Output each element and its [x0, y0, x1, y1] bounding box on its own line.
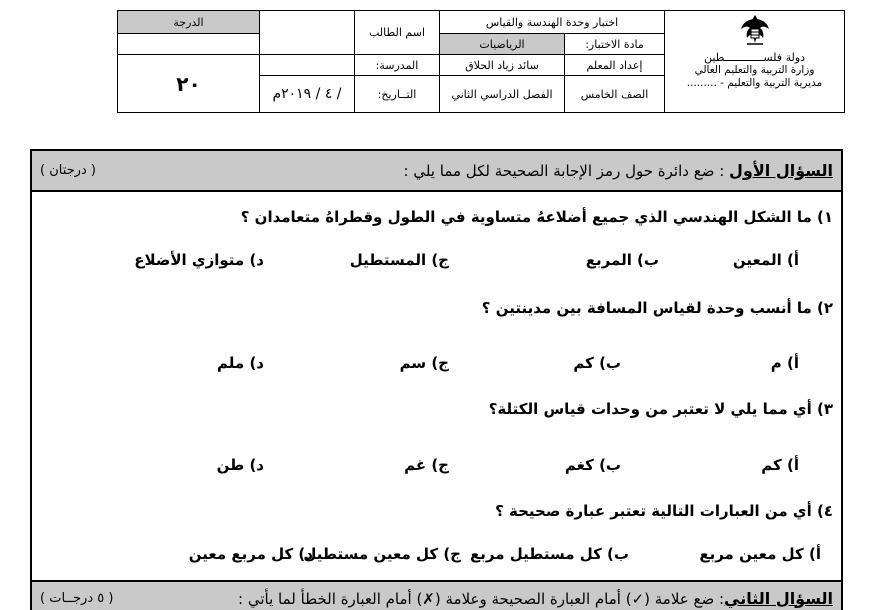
ministry-line: وزارة التربية والتعليم العالي [694, 64, 815, 76]
question-3-options [32, 456, 841, 480]
questions-frame [30, 149, 843, 610]
subject-value: الرياضيات [440, 34, 565, 55]
ministry-cell [665, 11, 845, 113]
date-value: / ٤ / ٢٠١٩م [260, 76, 355, 113]
q4-option-c[interactable]: ج) كل معين مستطيل [303, 545, 461, 563]
school-label: المدرسة: [355, 55, 440, 76]
section2-marks: ( ٥ درجــات ) [40, 590, 114, 606]
question-1: ١) ما الشكل الهندسي الذي جميع أضلاعهُ متساوية في الطول وقطراهُ متعامدان ؟ [240, 208, 833, 226]
prepared-label: إعداد المعلم [565, 55, 665, 76]
student-name-field[interactable] [260, 11, 355, 55]
section2-bar [32, 580, 841, 610]
grade-value: ٢٠ [118, 55, 260, 113]
grade-spacer [118, 34, 260, 55]
section1-instruction: : ضع دائرة حول رمز الإجابة الصحيحة لكل مما يلي : [403, 162, 730, 180]
q3-option-d[interactable]: د) طن [216, 456, 264, 474]
section2-instruction: : ضع علامة (✓) أمام العبارة الصحيحة وعلامة (✗) أمام العبارة الخطأ لما يأتي : [238, 589, 725, 608]
section2-title: السؤال الثاني [724, 588, 833, 608]
question-1-options [32, 251, 841, 275]
q2-option-d[interactable]: د) ملم [217, 354, 264, 372]
question-4-options [32, 545, 841, 569]
q2-option-c[interactable]: ج) سم [399, 354, 449, 372]
date-label: التــاريخ: [355, 76, 440, 113]
section1-marks: ( درجتان ) [40, 163, 96, 178]
q2-option-a[interactable]: أ) م [770, 354, 799, 372]
grade-label: الدرجة [118, 11, 260, 34]
section2-heading [238, 589, 833, 608]
q4-option-a[interactable]: أ) كل معين مربع [699, 545, 821, 563]
grade-level: الصف الخامس [565, 76, 665, 113]
section1-bar [32, 149, 841, 192]
q1-option-c[interactable]: ج) المستطيل [349, 251, 449, 269]
question-3: ٣) أي مما يلي لا تعتبر من وحدات قياس الكتلة؟ [488, 400, 833, 418]
semester: الفصل الدراسي الثاني [440, 76, 565, 113]
exam-title: اختبار وحدة الهندسة والقياس [440, 11, 665, 34]
state-line: دولة فلســــــــــــطين [703, 51, 806, 64]
directorate-line: مديرية التربية والتعليم - ......... [686, 77, 823, 89]
subject-label: مادة الاختبار: [565, 34, 665, 55]
q3-option-c[interactable]: ج) غم [404, 456, 449, 474]
q2-option-b[interactable]: ب) كم [573, 354, 621, 372]
q4-option-d[interactable]: د) كل مربع معين [188, 545, 313, 563]
question-2-options [32, 354, 841, 378]
question-2: ٢) ما أنسب وحدة لقياس المسافة بين مدينتين ؟ [481, 299, 833, 317]
q3-option-a[interactable]: أ) كم [761, 456, 799, 474]
exam-header-table [47, 10, 845, 113]
q1-option-b[interactable]: ب) المربع [585, 251, 659, 269]
eagle-emblem-icon [739, 13, 771, 47]
teacher-name: سائد زياد الحلاق [440, 55, 565, 76]
section1-heading [404, 161, 833, 180]
q4-option-b[interactable]: ب) كل مستطيل مربع [469, 545, 629, 563]
q1-option-d[interactable]: د) متوازي الأضلاع [134, 251, 264, 269]
school-name-field[interactable] [260, 55, 355, 76]
q1-option-a[interactable]: أ) المعين [732, 251, 799, 269]
section1-title: السؤال الأول [729, 161, 833, 180]
q3-option-b[interactable]: ب) كغم [564, 456, 621, 474]
question-4: ٤) أي من العبارات التالية تعتبر عبارة صحيحة ؟ [495, 502, 833, 520]
student-label: اسم الطالب [355, 11, 440, 55]
